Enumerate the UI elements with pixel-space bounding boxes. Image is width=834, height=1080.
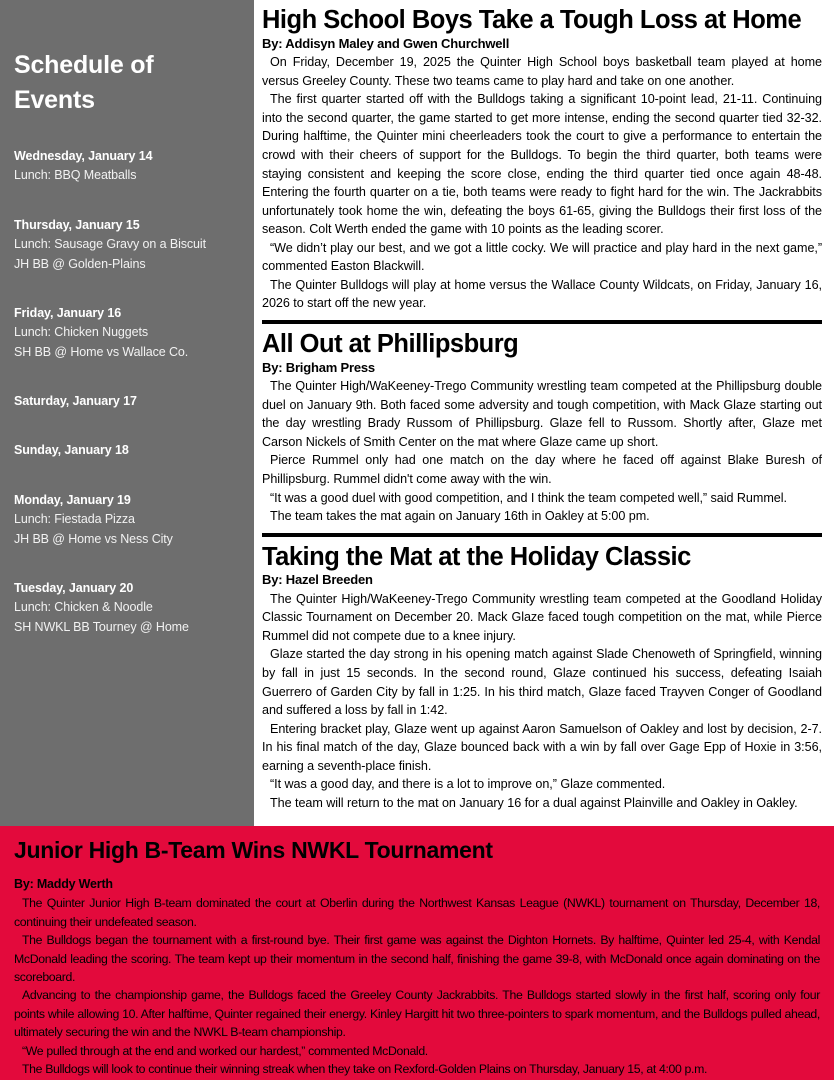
- article-paragraph: “It was a good day, and there is a lot to improve on,” Glaze commented.: [270, 777, 666, 792]
- article-headline: High School Boys Take a Tough Loss at Home: [262, 6, 802, 34]
- schedule-entry-date: Friday, January 16: [14, 305, 122, 320]
- article-headline: Taking the Mat at the Holiday Classic: [262, 542, 691, 571]
- schedule-entry-date: Sunday, January 18: [14, 443, 129, 458]
- schedule-entry: [14, 304, 242, 362]
- article: [262, 543, 822, 813]
- feature-headline: Junior High B-Team Wins NWKL Tournament: [14, 837, 493, 863]
- feature-body: [14, 894, 820, 1078]
- schedule-entry-line: Lunch: Chicken & Noodle: [14, 600, 153, 615]
- feature-paragraph: The Quinter Junior High B-team dominated the court at Oberlin during the Northwest Kansas League (NWKL) tournament on Thursday, December 18, continuing their undefeated season.: [14, 896, 820, 929]
- feature-paragraph: The Bulldogs will look to continue their winning streak when they take on Rexford-Golden Plains on Thursday, January 15, at 4:00 p.m.: [22, 1062, 708, 1077]
- schedule-entry-line: Lunch: Fiestada Pizza: [14, 512, 135, 527]
- article-paragraph: Entering bracket play, Glaze went up against Aaron Samuelson of Oakley and lost by decision, 2-7. In his final match of the day, Glaze bounced back with a win by fall over Gage Epp of Hoxie in 3:56, earning a seventh-place finish.: [262, 721, 822, 773]
- schedule-entry: [14, 216, 242, 274]
- article-paragraph: “We didn’t play our best, and we got a little cocky. We will practice and play hard in the next game,” commented Easton Blackwill.: [262, 240, 822, 274]
- schedule-entry-line: JH BB @ Golden-Plains: [14, 256, 146, 271]
- feature-paragraph: Advancing to the championship game, the Bulldogs faced the Greeley County Jackrabbits. The Bulldogs started slowly in the first half, scoring only four points while allowing 10. After halftime, Quinter regained their energy. Kinley Hargitt hit two three-pointers to spark momentum, and the Bulldogs pulled ahead, ultimately securing the win and the NWKL B-team championship.: [14, 988, 820, 1040]
- article-paragraph: Glaze started the day strong in his opening match against Slade Chenoweth of Springfield, winning by fall in just 15 seconds. In the second round, Glaze continued his success, defeating Isaiah Guerrero of Garden City by fall in 1:25. In his third match, Glaze faced Trayven Conger of Goodland and suffered a loss by fall in 1:42.: [262, 647, 822, 718]
- article: [262, 330, 822, 526]
- article-divider: [262, 320, 822, 324]
- feature-paragraph: The Bulldogs began the tournament with a first-round bye. Their first game was against the Dighton Hornets. By halftime, Quinter led 25-4, with Kendal McDonald leading the scoring. The team kept up their momentum in the second half, finishing the game 39-8, with McDonald once again dominating on the scoreboard.: [14, 933, 820, 985]
- feature-paragraph: “We pulled through at the end and worked our hardest,” commented McDonald.: [22, 1043, 428, 1058]
- article-byline: By: Brigham Press: [262, 359, 375, 375]
- article-paragraph: The Quinter High/WaKeeney-Trego Community wrestling team competed at the Phillipsburg double duel on January 9th. Both faced some adversity and tough competition, with Mack Glaze starting out the day wrestling Brady Russom of Phillipsburg. Glaze fell to Russom. Shortly after, Glaze met Carson Nickels of Smith Center on the mat where Glaze came up short.: [262, 379, 822, 449]
- feature-byline: By: Maddy Werth: [14, 877, 113, 892]
- schedule-entry: [14, 147, 242, 186]
- article-paragraph: On Friday, December 19, 2025 the Quinter High School boys basketball team played at home versus Greeley County. These two teams came to play hard and take on one another.: [262, 55, 822, 88]
- article-byline: By: Hazel Breeden: [262, 572, 373, 588]
- schedule-entry-date: Saturday, January 17: [14, 394, 137, 408]
- article-paragraph: The Quinter High/WaKeeney-Trego Community wrestling team competed at the Goodland Holiday Classic Tournament on December 20. Mack Glaze faced tough competition on the mat, while Pierce Rummel did not compete due to a knee injury.: [262, 591, 822, 643]
- article-headline: All Out at Phillipsburg: [262, 330, 519, 359]
- schedule-entry-line: Lunch: Chicken Nuggets: [14, 325, 148, 340]
- sidebar-title: Schedule of Events: [14, 51, 154, 114]
- article-paragraph: The first quarter started off with the Bulldogs taking a significant 10-point lead, 21-11. Continuing into the second quarter, the game started to get more intense, ending the second quarter tied 32-32. During halftime, the Quinter mini cheerleaders took the court to give a performance to entertain the crowd with their cheers of support for the Bulldogs. To begin the third quarter, both teams were staying consistent and keeping the score close, ending the third quarter tied once again 48-48. Entering the fourth quarter on a tie, both teams were ready to fight hard for the win. The Jackrabbits unfortunately took home the win, defeating the boys 61-65, giving the Bulldogs their first loss of the season. Colt Werth ended the game with 10 points as the leading scorer.: [262, 92, 822, 237]
- article: [262, 6, 822, 313]
- article-paragraph: The Quinter Bulldogs will play at home versus the Wallace County Wildcats, on Friday, January 16, 2026 to start off the new year.: [262, 277, 822, 311]
- schedule-entry-line: JH BB @ Home vs Ness City: [14, 531, 173, 546]
- schedule-sidebar: [0, 0, 254, 826]
- article-paragraph: “It was a good duel with good competition, and I think the team competed well,” said Rummel.: [270, 490, 787, 505]
- schedule-entry-line: Lunch: BBQ Meatballs: [14, 168, 137, 183]
- schedule-entry: [14, 491, 242, 549]
- schedule-entry-line: Lunch: Sausage Gravy on a Biscuit: [14, 237, 206, 252]
- article-divider: [262, 533, 822, 537]
- schedule-entry-line: SH BB @ Home vs Wallace Co.: [14, 344, 189, 359]
- schedule-entry-date: Monday, January 19: [14, 492, 131, 507]
- schedule-entry: [14, 579, 242, 637]
- article-byline: By: Addisyn Maley and Gwen Churchwell: [262, 35, 510, 51]
- article-column: [254, 0, 834, 826]
- schedule-entry: [14, 392, 242, 411]
- schedule-entry-line: SH NWKL BB Tourney @ Home: [14, 619, 189, 634]
- schedule-entry-date: Thursday, January 15: [14, 217, 140, 232]
- schedule-entry-date: Wednesday, January 14: [14, 149, 153, 163]
- schedule-entry-list: [14, 147, 242, 637]
- feature-article: [0, 826, 834, 1080]
- article-paragraph: The team will return to the mat on January 16 for a dual against Plainville and Oakley in Oakley.: [270, 795, 798, 810]
- schedule-entry: [14, 441, 242, 460]
- schedule-entry-date: Tuesday, January 20: [14, 580, 134, 595]
- article-paragraph: The team takes the mat again on January 16th in Oakley at 5:00 pm.: [270, 509, 650, 524]
- article-paragraph: Pierce Rummel only had one match on the day where he faced off against Blake Buresh of Phillipsburg. Rummel didn't come away with the win.: [262, 453, 822, 486]
